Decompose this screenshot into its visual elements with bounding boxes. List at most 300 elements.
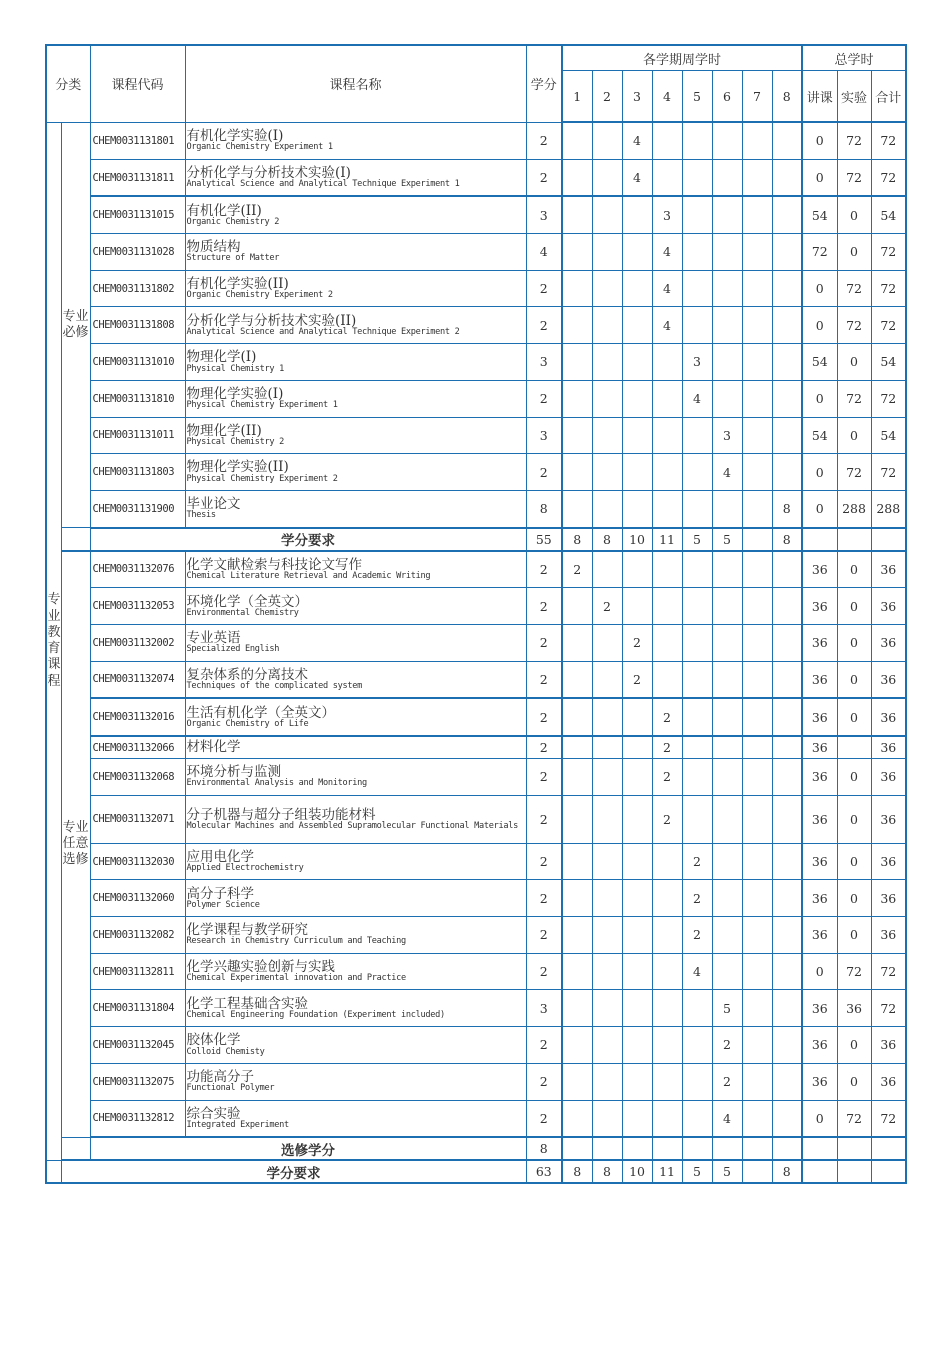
semester-hours-7 — [742, 417, 772, 454]
lecture-hours: 36 — [802, 1027, 837, 1064]
category-required-label: 专业必修 — [62, 308, 89, 340]
semester-hours-5 — [682, 490, 712, 527]
total-hours: 288 — [871, 490, 906, 527]
header-semester-8: 8 — [772, 71, 802, 123]
table-row — [46, 736, 906, 759]
course-code: CHEM0031131011 — [90, 417, 185, 454]
semester-hours-5 — [682, 454, 712, 491]
course-name-en: Organic Chemistry Experiment 2 — [186, 290, 333, 301]
semester-hours-5 — [682, 270, 712, 307]
experiment-hours: 72 — [837, 122, 871, 159]
experiment-hours: 72 — [837, 307, 871, 344]
experiment-hours: 72 — [837, 270, 871, 307]
semester-hours-3 — [622, 843, 652, 880]
experiment-hours: 0 — [837, 624, 871, 661]
course-name — [185, 661, 526, 698]
experiment-hours: 0 — [837, 795, 871, 843]
semester-hours-7 — [742, 1063, 772, 1100]
semester-hours-8: 8 — [772, 490, 802, 527]
summary-semester-8: 8 — [772, 528, 802, 551]
semester-hours-3 — [622, 196, 652, 233]
semester-hours-8 — [772, 196, 802, 233]
semester-hours-6 — [712, 843, 742, 880]
semester-hours-6 — [712, 759, 742, 796]
summary-semester-6: 5 — [712, 528, 742, 551]
semester-hours-4 — [652, 880, 682, 917]
experiment-hours: 72 — [837, 159, 871, 196]
summary-total — [871, 528, 906, 551]
header-lecture: 讲课 — [802, 71, 837, 123]
course-code: CHEM0031132030 — [90, 843, 185, 880]
semester-hours-2 — [592, 953, 622, 990]
semester-hours-8 — [772, 159, 802, 196]
course-credit: 2 — [526, 1027, 562, 1064]
summary-semester-1: 8 — [562, 1160, 592, 1183]
semester-hours-8 — [772, 454, 802, 491]
semester-hours-1 — [562, 380, 592, 417]
summary-credit: 55 — [526, 528, 562, 551]
course-credit: 3 — [526, 417, 562, 454]
course-code: CHEM0031131802 — [90, 270, 185, 307]
semester-hours-8 — [772, 417, 802, 454]
lecture-hours: 36 — [802, 588, 837, 625]
course-name-en: Physical Chemistry Experiment 1 — [186, 400, 338, 411]
semester-hours-6 — [712, 588, 742, 625]
lecture-hours: 54 — [802, 196, 837, 233]
experiment-hours — [837, 736, 871, 759]
course-name-cn: 分子机器与超分子组装功能材料 — [186, 806, 376, 823]
experiment-hours: 0 — [837, 661, 871, 698]
course-credit: 4 — [526, 234, 562, 271]
summary-semester-4 — [652, 1137, 682, 1160]
course-name-cn: 化学课程与教学研究 — [186, 922, 309, 939]
experiment-hours: 0 — [837, 234, 871, 271]
header-semester-5: 5 — [682, 71, 712, 123]
experiment-hours: 0 — [837, 843, 871, 880]
semester-hours-7 — [742, 234, 772, 271]
semester-hours-8 — [772, 624, 802, 661]
semester-hours-2 — [592, 624, 622, 661]
course-code: CHEM0031132016 — [90, 698, 185, 736]
semester-hours-4: 4 — [652, 270, 682, 307]
semester-hours-2 — [592, 380, 622, 417]
lecture-hours: 36 — [802, 1063, 837, 1100]
semester-hours-7 — [742, 122, 772, 159]
course-name — [185, 1100, 526, 1137]
course-name-en: Physical Chemistry Experiment 2 — [186, 473, 338, 484]
table-body — [46, 122, 906, 1183]
semester-hours-6: 2 — [712, 1063, 742, 1100]
total-hours: 36 — [871, 736, 906, 759]
semester-hours-6 — [712, 122, 742, 159]
course-code: CHEM0031132068 — [90, 759, 185, 796]
total-spacer — [46, 1160, 61, 1183]
course-code: CHEM0031131010 — [90, 344, 185, 381]
semester-hours-1 — [562, 490, 592, 527]
course-credit: 2 — [526, 1100, 562, 1137]
total-hours: 36 — [871, 795, 906, 843]
experiment-hours: 36 — [837, 990, 871, 1027]
category-elective — [61, 551, 90, 1138]
course-name-en: Organic Chemistry Experiment 1 — [186, 142, 333, 153]
semester-hours-6: 2 — [712, 1027, 742, 1064]
course-name-en: Chemical Experimental innovation and Practice — [186, 973, 406, 984]
course-name — [185, 490, 526, 527]
semester-hours-4: 3 — [652, 196, 682, 233]
semester-hours-4 — [652, 122, 682, 159]
semester-hours-8 — [772, 1027, 802, 1064]
semester-hours-2 — [592, 551, 622, 588]
table-row — [46, 122, 906, 159]
summary-semester-7 — [742, 528, 772, 551]
semester-hours-2 — [592, 759, 622, 796]
course-name-cn: 分析化学与分析技术实验(I) — [186, 164, 351, 181]
experiment-hours: 0 — [837, 551, 871, 588]
semester-hours-1 — [562, 953, 592, 990]
semester-hours-2 — [592, 917, 622, 954]
summary-semester-4: 11 — [652, 1160, 682, 1183]
semester-hours-3 — [622, 917, 652, 954]
summary-row — [46, 528, 906, 551]
course-name-en: Physical Chemistry 1 — [186, 363, 284, 374]
total-hours: 72 — [871, 953, 906, 990]
semester-hours-4: 4 — [652, 307, 682, 344]
semester-hours-7 — [742, 990, 772, 1027]
semester-hours-2 — [592, 1063, 622, 1100]
semester-hours-1 — [562, 417, 592, 454]
semester-hours-2 — [592, 661, 622, 698]
semester-hours-5: 4 — [682, 380, 712, 417]
course-credit: 3 — [526, 196, 562, 233]
experiment-hours: 0 — [837, 1063, 871, 1100]
semester-hours-1 — [562, 990, 592, 1027]
semester-hours-2 — [592, 159, 622, 196]
total-hours: 36 — [871, 624, 906, 661]
course-code: CHEM0031132071 — [90, 795, 185, 843]
semester-hours-8 — [772, 234, 802, 271]
course-name-cn: 环境化学（全英文） — [186, 593, 309, 610]
semester-hours-6 — [712, 661, 742, 698]
semester-hours-8 — [772, 1100, 802, 1137]
lecture-hours: 0 — [802, 1100, 837, 1137]
lecture-hours: 36 — [802, 990, 837, 1027]
semester-hours-5 — [682, 307, 712, 344]
course-name-en: Environmental Chemistry — [186, 607, 299, 618]
table-row — [46, 234, 906, 271]
summary-semester-5: 5 — [682, 1160, 712, 1183]
semester-hours-5 — [682, 122, 712, 159]
course-code: CHEM0031132076 — [90, 551, 185, 588]
semester-hours-4 — [652, 1027, 682, 1064]
table-row — [46, 196, 906, 233]
summary-semester-5: 5 — [682, 528, 712, 551]
summary-semester-4: 11 — [652, 528, 682, 551]
semester-hours-3 — [622, 588, 652, 625]
semester-hours-6 — [712, 698, 742, 736]
semester-hours-1 — [562, 196, 592, 233]
course-credit: 2 — [526, 953, 562, 990]
course-code: CHEM0031131804 — [90, 990, 185, 1027]
semester-hours-3 — [622, 990, 652, 1027]
total-hours: 36 — [871, 1063, 906, 1100]
semester-hours-2 — [592, 417, 622, 454]
summary-credit: 63 — [526, 1160, 562, 1183]
semester-hours-5 — [682, 624, 712, 661]
semester-hours-6 — [712, 551, 742, 588]
semester-hours-1 — [562, 698, 592, 736]
table-row — [46, 661, 906, 698]
semester-hours-8 — [772, 551, 802, 588]
curriculum-table — [45, 44, 907, 1184]
semester-hours-8 — [772, 344, 802, 381]
semester-hours-8 — [772, 661, 802, 698]
semester-hours-5 — [682, 1063, 712, 1100]
course-code: CHEM0031131811 — [90, 159, 185, 196]
course-name — [185, 1063, 526, 1100]
course-code: CHEM0031132053 — [90, 588, 185, 625]
course-code: CHEM0031132074 — [90, 661, 185, 698]
header-semester-7: 7 — [742, 71, 772, 123]
course-code: CHEM0031131900 — [90, 490, 185, 527]
experiment-hours: 0 — [837, 417, 871, 454]
header-experiment: 实验 — [837, 71, 871, 123]
semester-hours-7 — [742, 1100, 772, 1137]
summary-semester-2: 8 — [592, 1160, 622, 1183]
course-name — [185, 159, 526, 196]
summary-semester-6: 5 — [712, 1160, 742, 1183]
table-row — [46, 917, 906, 954]
semester-hours-7 — [742, 759, 772, 796]
table-row — [46, 307, 906, 344]
total-hours: 36 — [871, 588, 906, 625]
course-name-cn: 胶体化学 — [186, 1032, 241, 1049]
course-name-cn: 环境分析与监测 — [186, 764, 282, 781]
semester-hours-5 — [682, 417, 712, 454]
semester-hours-1 — [562, 1063, 592, 1100]
semester-hours-1: 2 — [562, 551, 592, 588]
summary-semester-3: 10 — [622, 528, 652, 551]
total-summary-label: 学分要求 — [61, 1160, 526, 1183]
semester-hours-5 — [682, 1100, 712, 1137]
course-name-cn: 功能高分子 — [186, 1069, 255, 1086]
semester-hours-7 — [742, 490, 772, 527]
semester-hours-4 — [652, 454, 682, 491]
semester-hours-8 — [772, 1063, 802, 1100]
course-name-en: Chemical Literature Retrieval and Academic Writing — [186, 570, 431, 581]
semester-hours-7 — [742, 454, 772, 491]
semester-hours-5 — [682, 196, 712, 233]
category-main-label: 专业教育课程 — [47, 592, 61, 689]
semester-hours-4: 2 — [652, 795, 682, 843]
semester-hours-7 — [742, 698, 772, 736]
course-name-en: Functional Polymer — [186, 1083, 275, 1094]
summary-spacer — [61, 528, 90, 551]
course-code: CHEM0031131028 — [90, 234, 185, 271]
course-name — [185, 736, 526, 759]
semester-hours-3 — [622, 490, 652, 527]
summary-semester-3 — [622, 1137, 652, 1160]
lecture-hours: 36 — [802, 551, 837, 588]
experiment-hours: 72 — [837, 454, 871, 491]
course-name-cn: 化学兴趣实验创新与实践 — [186, 959, 336, 975]
semester-hours-5 — [682, 736, 712, 759]
semester-hours-2 — [592, 307, 622, 344]
semester-hours-5 — [682, 159, 712, 196]
summary-semester-1: 8 — [562, 528, 592, 551]
total-hours: 54 — [871, 417, 906, 454]
semester-hours-3 — [622, 454, 652, 491]
lecture-hours: 0 — [802, 454, 837, 491]
course-name-cn: 物理化学实验(I) — [186, 386, 284, 403]
course-name — [185, 196, 526, 233]
header-code: 课程代码 — [90, 45, 185, 122]
course-name-en: Organic Chemistry 2 — [186, 216, 280, 227]
total-hours: 72 — [871, 307, 906, 344]
semester-hours-7 — [742, 159, 772, 196]
total-hours: 36 — [871, 843, 906, 880]
semester-hours-2 — [592, 196, 622, 233]
semester-hours-7 — [742, 880, 772, 917]
course-name-en: Techniques of the complicated system — [186, 681, 362, 692]
header-semester-hours: 各学期周学时 — [562, 45, 802, 71]
semester-hours-5: 2 — [682, 880, 712, 917]
table-row — [46, 454, 906, 491]
semester-hours-5 — [682, 698, 712, 736]
total-hours: 72 — [871, 380, 906, 417]
lecture-hours: 36 — [802, 917, 837, 954]
course-name — [185, 588, 526, 625]
course-credit: 2 — [526, 661, 562, 698]
table-row — [46, 953, 906, 990]
semester-hours-4 — [652, 843, 682, 880]
semester-hours-5 — [682, 795, 712, 843]
semester-hours-5 — [682, 1027, 712, 1064]
category-main — [46, 122, 61, 1160]
table-row — [46, 1063, 906, 1100]
total-hours: 54 — [871, 196, 906, 233]
semester-hours-2 — [592, 736, 622, 759]
table-row — [46, 270, 906, 307]
table-row — [46, 588, 906, 625]
course-name — [185, 551, 526, 588]
course-code: CHEM0031131015 — [90, 196, 185, 233]
semester-hours-4 — [652, 490, 682, 527]
semester-hours-3 — [622, 380, 652, 417]
semester-hours-6 — [712, 234, 742, 271]
lecture-hours: 0 — [802, 159, 837, 196]
total-hours: 36 — [871, 698, 906, 736]
course-code: CHEM0031131808 — [90, 307, 185, 344]
semester-hours-2: 2 — [592, 588, 622, 625]
course-credit: 2 — [526, 122, 562, 159]
semester-hours-7 — [742, 307, 772, 344]
semester-hours-1 — [562, 344, 592, 381]
table-row — [46, 880, 906, 917]
semester-hours-2 — [592, 270, 622, 307]
semester-hours-1 — [562, 759, 592, 796]
semester-hours-6 — [712, 307, 742, 344]
semester-hours-4 — [652, 1100, 682, 1137]
lecture-hours: 54 — [802, 344, 837, 381]
semester-hours-3: 2 — [622, 624, 652, 661]
course-credit: 2 — [526, 454, 562, 491]
course-credit: 2 — [526, 843, 562, 880]
lecture-hours: 0 — [802, 953, 837, 990]
semester-hours-3 — [622, 344, 652, 381]
lecture-hours: 36 — [802, 661, 837, 698]
semester-hours-3 — [622, 234, 652, 271]
semester-hours-3 — [622, 795, 652, 843]
semester-hours-1 — [562, 1100, 592, 1137]
semester-hours-8 — [772, 917, 802, 954]
summary-lecture — [802, 1137, 837, 1160]
course-credit: 2 — [526, 1063, 562, 1100]
course-name-en: Integrated Experiment — [186, 1119, 289, 1130]
semester-hours-8 — [772, 843, 802, 880]
required-summary-label: 学分要求 — [90, 528, 526, 551]
semester-hours-4 — [652, 953, 682, 990]
experiment-hours: 0 — [837, 344, 871, 381]
semester-hours-2 — [592, 454, 622, 491]
semester-hours-4: 4 — [652, 234, 682, 271]
semester-hours-4: 2 — [652, 759, 682, 796]
semester-hours-1 — [562, 159, 592, 196]
semester-hours-4 — [652, 380, 682, 417]
lecture-hours: 0 — [802, 270, 837, 307]
semester-hours-1 — [562, 270, 592, 307]
course-code: CHEM0031131801 — [90, 122, 185, 159]
semester-hours-8 — [772, 795, 802, 843]
header-semester-2: 2 — [592, 71, 622, 123]
semester-hours-4 — [652, 990, 682, 1027]
semester-hours-1 — [562, 917, 592, 954]
semester-hours-3 — [622, 1100, 652, 1137]
semester-hours-6: 4 — [712, 1100, 742, 1137]
course-name-en: Colloid Chemisty — [186, 1046, 265, 1057]
header-semester-6: 6 — [712, 71, 742, 123]
table-row — [46, 990, 906, 1027]
course-name-cn: 物理化学实验(II) — [186, 459, 289, 476]
course-credit: 2 — [526, 795, 562, 843]
course-name — [185, 698, 526, 736]
semester-hours-6 — [712, 736, 742, 759]
header-semester-4: 4 — [652, 71, 682, 123]
header-semester-1: 1 — [562, 71, 592, 123]
semester-hours-1 — [562, 588, 592, 625]
summary-semester-8 — [772, 1137, 802, 1160]
semester-hours-2 — [592, 1027, 622, 1064]
table-row — [46, 698, 906, 736]
course-code: CHEM0031131810 — [90, 380, 185, 417]
semester-hours-8 — [772, 588, 802, 625]
semester-hours-4 — [652, 661, 682, 698]
course-name-cn: 有机化学实验(II) — [186, 276, 289, 292]
header-semester-3: 3 — [622, 71, 652, 123]
course-name — [185, 624, 526, 661]
course-name-cn: 有机化学实验(I) — [186, 128, 284, 144]
table-row — [46, 417, 906, 454]
total-hours: 36 — [871, 661, 906, 698]
semester-hours-8 — [772, 698, 802, 736]
course-name-en: Applied Electrochemistry — [186, 863, 304, 874]
course-name — [185, 1027, 526, 1064]
course-name-cn: 化学工程基础含实验 — [186, 995, 309, 1012]
semester-hours-8 — [772, 270, 802, 307]
table-row — [46, 380, 906, 417]
semester-hours-3 — [622, 1063, 652, 1100]
semester-hours-3: 2 — [622, 661, 652, 698]
summary-experiment — [837, 528, 871, 551]
